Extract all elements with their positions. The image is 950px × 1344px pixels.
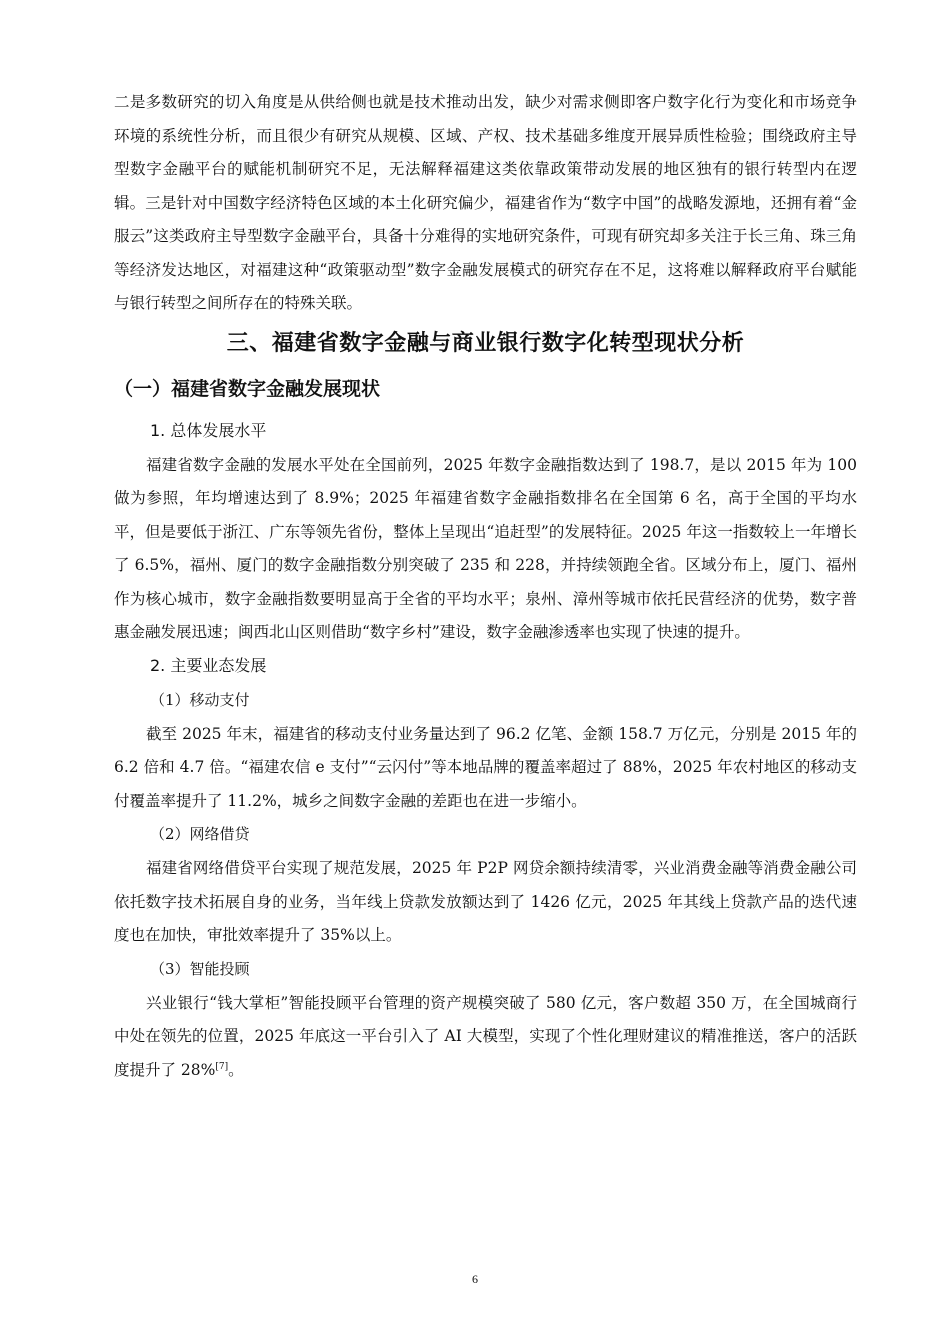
overall-heading: 1. 总体发展水平: [150, 420, 267, 440]
page-content: [114, 86, 857, 1087]
intro-paragraph: 二是多数研究的切入角度是从供给侧也就是技术推动出发，缺少对需求侧即客户数字化行为变化和市场竞争环境的系统性分析，而且很少有研究从规模、区域、产权、技术基础多维度开展异质性检验；围绕政府主导型数字金融平台的赋能机制研究不足，无法解释福建这类依靠政策带动发展的地区独有的银行转型内在逻辑。三是针对中国数字经济特色区域的本土化研究偏少，福建省作为“数字中国”的战略发源地，还拥有着“金服云”这类政府主导型数字金融平台，具备十分难得的实地研究条件，可现有研究却多关注于长三角、珠三角等经济发达地区，对福建这种“政策驱动型”数字金融发展模式的研究存在不足，这将难以解释政府平台赋能与银行转型之间所存在的特殊关联。: [114, 93, 857, 312]
page-number: 6: [472, 1272, 478, 1286]
robo-advisor-paragraph: [114, 987, 857, 1088]
subsection-title: （一）福建省数字金融发展现状: [114, 377, 381, 400]
online-lending-heading: （2）网络借贷: [150, 825, 250, 843]
robo-advisor-heading: （3）智能投顾: [150, 959, 250, 978]
citation-marker[interactable]: [7]: [215, 1061, 229, 1072]
section-title: 三、福建省数字金融与商业银行数字化转型现状分析: [226, 330, 745, 356]
mobile-payment-paragraph: 截至 2025 年末，福建省的移动支付业务量达到了 96.2 亿笔、金额 158.7 万亿元，分别是 2015 年的 6.2 倍和 4.7 倍。“福建农信 e 支付”“云闪付”等本地品牌的覆盖率超过了 88%，2025 年农村地区的移动支付覆盖率提升了 11.2%，城乡之间数字金融的差距也在进一步缩小。: [114, 724, 857, 810]
overall-paragraph: 福建省数字金融的发展水平处在全国前列，2025 年数字金融指数达到了 198.7，是以 2015 年为 100 做为参照，年均增速达到了 8.9%；2025 年福建省数字金融指数排名在全国第 6 名，高于全国的平均水平，但是要低于浙江、广东等领先省份，整体上呈现出“追赶型”的发展特征。2025 年这一指数较上一年增长了 6.5%，福州、厦门的数字金融指数分别突破了 235 和 228，并持续领跑全省。区域分布上，厦门、福州作为核心城市，数字金融指数要明显高于全省的平均水平；泉州、漳州等城市依托民营经济的优势，数字普惠金融发展迅速；闽西北山区则借助“数字乡村”建设，数字金融渗透率也实现了快速的提升。: [114, 455, 857, 641]
robo-advisor-ending: 。: [228, 1060, 244, 1079]
mobile-payment-heading: （1）移动支付: [150, 690, 250, 709]
online-lending-paragraph: 福建省网络借贷平台实现了规范发展，2025 年 P2P 网贷余额持续清零，兴业消费金融等消费金融公司依托数字技术拓展自身的业务，当年线上贷款发放额达到了 1426 亿元，2025 年其线上贷款产品的迭代速度也在加快，审批效率提升了 35%以上。: [114, 859, 857, 944]
robo-advisor-text: 兴业银行“钱大掌柜”智能投顾平台管理的资产规模突破了 580 亿元，客户数超 350 万，在全国城商行中处在领先的位置，2025 年底这一平台引入了 AI 大模型，实现了个性化理财建议的精准推送，客户的活跃度提升了 28%: [114, 993, 857, 1079]
business-heading: 2. 主要业态发展: [150, 655, 267, 675]
